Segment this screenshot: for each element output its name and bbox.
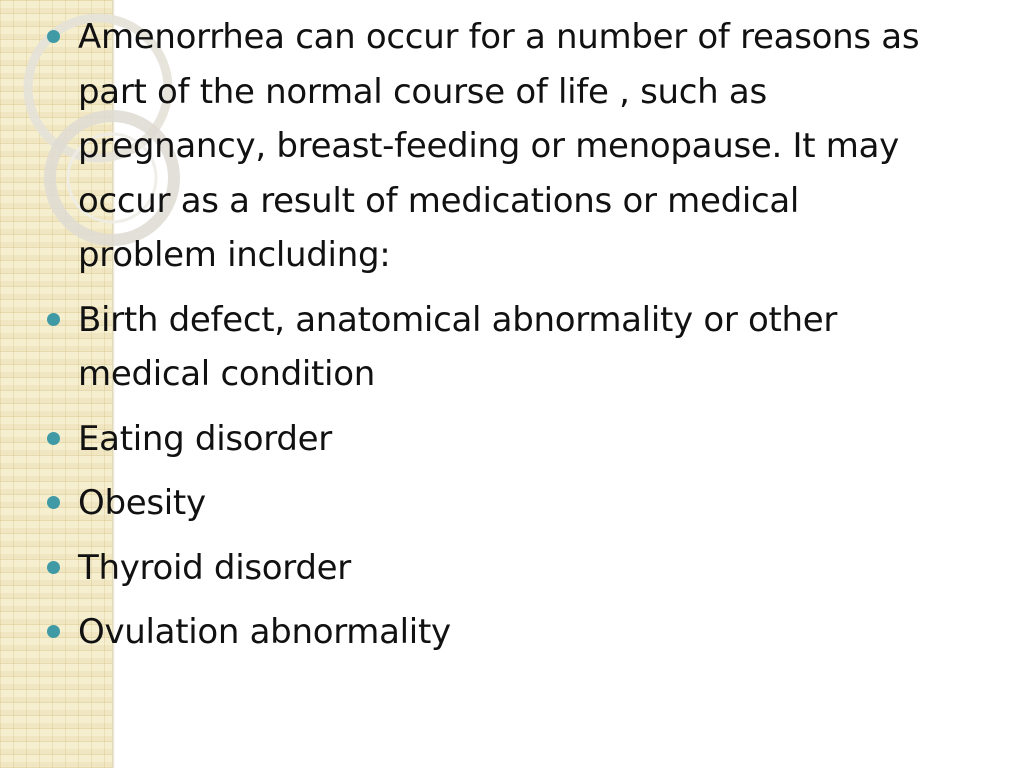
bullet-dot-icon — [47, 496, 60, 509]
bullet-dot-icon — [47, 313, 60, 326]
bullet-list — [40, 10, 920, 660]
bullet-text: Birth defect, anatomical abnormality or other medical condition — [78, 299, 838, 394]
bullet-item — [40, 605, 920, 660]
slide-content — [40, 10, 920, 670]
bullet-dot-icon — [47, 561, 60, 574]
bullet-text: Amenorrhea can occur for a number of reasons as part of the normal course of life , such as pregnancy, breast-feeding or menopause. It may occur as a result of medications or medical problem including: — [78, 17, 920, 275]
bullet-text: Obesity — [78, 483, 206, 523]
bullet-item — [40, 412, 920, 467]
bullet-text: Thyroid disorder — [78, 547, 351, 588]
bullet-item — [40, 10, 920, 283]
bullet-text: Ovulation abnormality — [78, 612, 451, 652]
bullet-item — [40, 476, 920, 531]
bullet-item — [40, 541, 920, 596]
bullet-dot-icon — [47, 30, 60, 43]
bullet-dot-icon — [47, 432, 60, 445]
bullet-dot-icon — [47, 625, 60, 638]
bullet-text: Eating disorder — [78, 418, 332, 459]
bullet-item — [40, 293, 920, 402]
